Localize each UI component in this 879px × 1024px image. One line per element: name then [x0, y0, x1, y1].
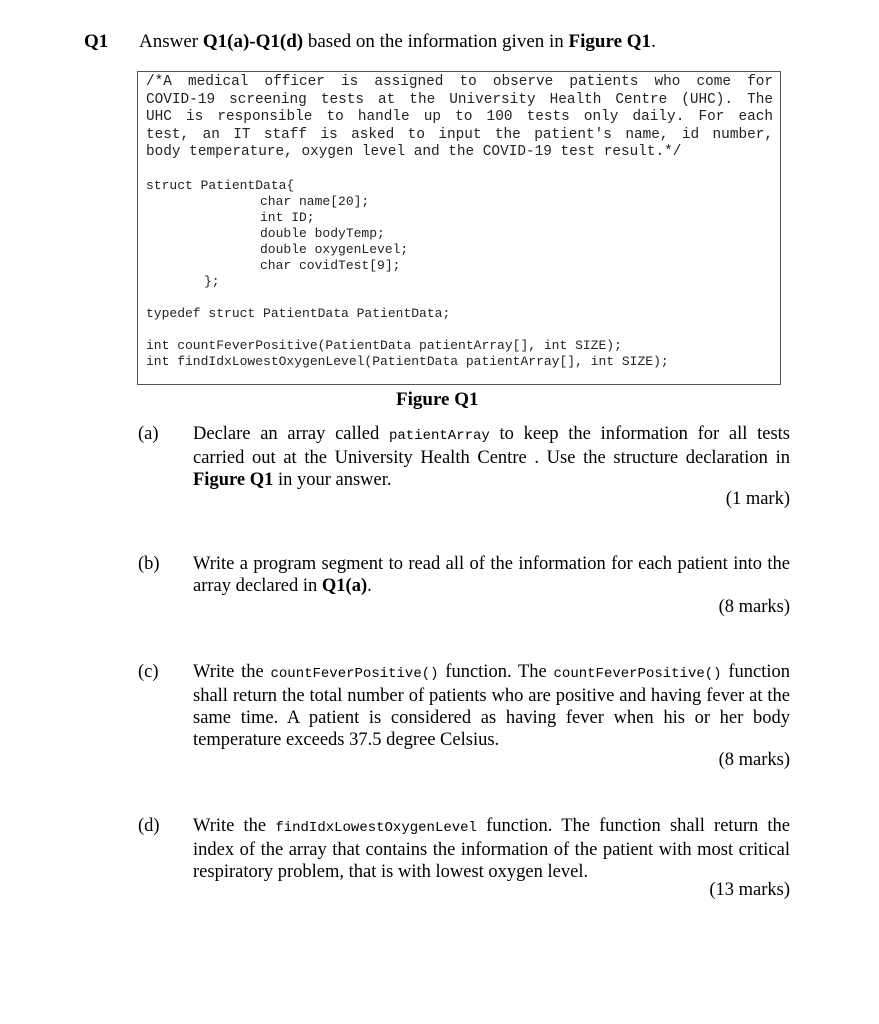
struct-field: char name[20]; — [260, 194, 370, 209]
part-b-label: (b) — [138, 554, 160, 574]
code-inline: countFeverPositive() — [270, 666, 439, 682]
part-c-text: Write the countFeverPositive() function. The countFeverPositive() function shall return the total number of patients who are positive and having fever at the same time. A patient is considered as having fever when his or her body temperature exceeds 37.5 degree Celsius. — [193, 662, 790, 750]
code-inline: findIdxLowestOxygenLevel — [275, 820, 477, 836]
part-b-marks: (8 marks) — [718, 597, 790, 617]
comment-line: COVID-19 screening tests at the University Health Centre (UHC). The — [146, 91, 773, 108]
part-d-label: (d) — [138, 816, 160, 836]
part-a-marks: (1 mark) — [725, 489, 790, 509]
code-inline: countFeverPositive() — [553, 666, 722, 682]
struct-header: struct PatientData{ — [146, 178, 295, 193]
comment-line: body temperature, oxygen level and the COVID-19 test result.*/ — [146, 144, 682, 161]
struct-field: double oxygenLevel; — [260, 242, 409, 257]
comment-line: /*A medical officer is assigned to observe patients who come for — [146, 74, 773, 90]
part-b-text: Write a program segment to read all of the information for each patient into the array declared in Q1(a). — [193, 554, 790, 596]
code-comment — [146, 74, 773, 162]
part-d-marks: (13 marks) — [709, 880, 790, 900]
question-number: Q1 — [84, 31, 109, 52]
part-a-label: (a) — [138, 424, 159, 444]
question-intro: Answer Q1(a)-Q1(d) based on the information given in Figure Q1. — [139, 31, 656, 52]
part-a-text: Declare an array called patientArray to keep the information for all tests carried out at the University Health Centre . Use the structure declaration in Figure Q1 in your answer. — [193, 424, 791, 490]
code-inline: patientArray — [388, 428, 490, 444]
comment-line: UHC is responsible to handle up to 100 tests only daily. For each — [146, 109, 773, 126]
figure-caption: Figure Q1 — [396, 389, 479, 410]
struct-field: char covidTest[9]; — [260, 258, 401, 273]
prototype-count-fever: int countFeverPositive(PatientData patientArray[], int SIZE); — [146, 338, 622, 353]
comment-line: test, an IT staff is asked to input the patient's name, id number, — [146, 126, 773, 143]
struct-field: int ID; — [260, 210, 315, 225]
struct-close: }; — [204, 274, 220, 289]
prototype-find-lowest-oxygen: int findIdxLowestOxygenLevel(PatientData patientArray[], int SIZE); — [146, 354, 669, 369]
part-c-marks: (8 marks) — [718, 750, 790, 770]
struct-field: double bodyTemp; — [260, 226, 385, 241]
typedef-line: typedef struct PatientData PatientData; — [146, 306, 451, 321]
figure-code-box — [137, 71, 781, 385]
part-d-text: Write the findIdxLowestOxygenLevel function. The function shall return the index of the array that contains the information of the patient with most critical respiratory problem, that is with lowest oxygen level. — [193, 816, 790, 882]
part-c-label: (c) — [138, 662, 159, 682]
